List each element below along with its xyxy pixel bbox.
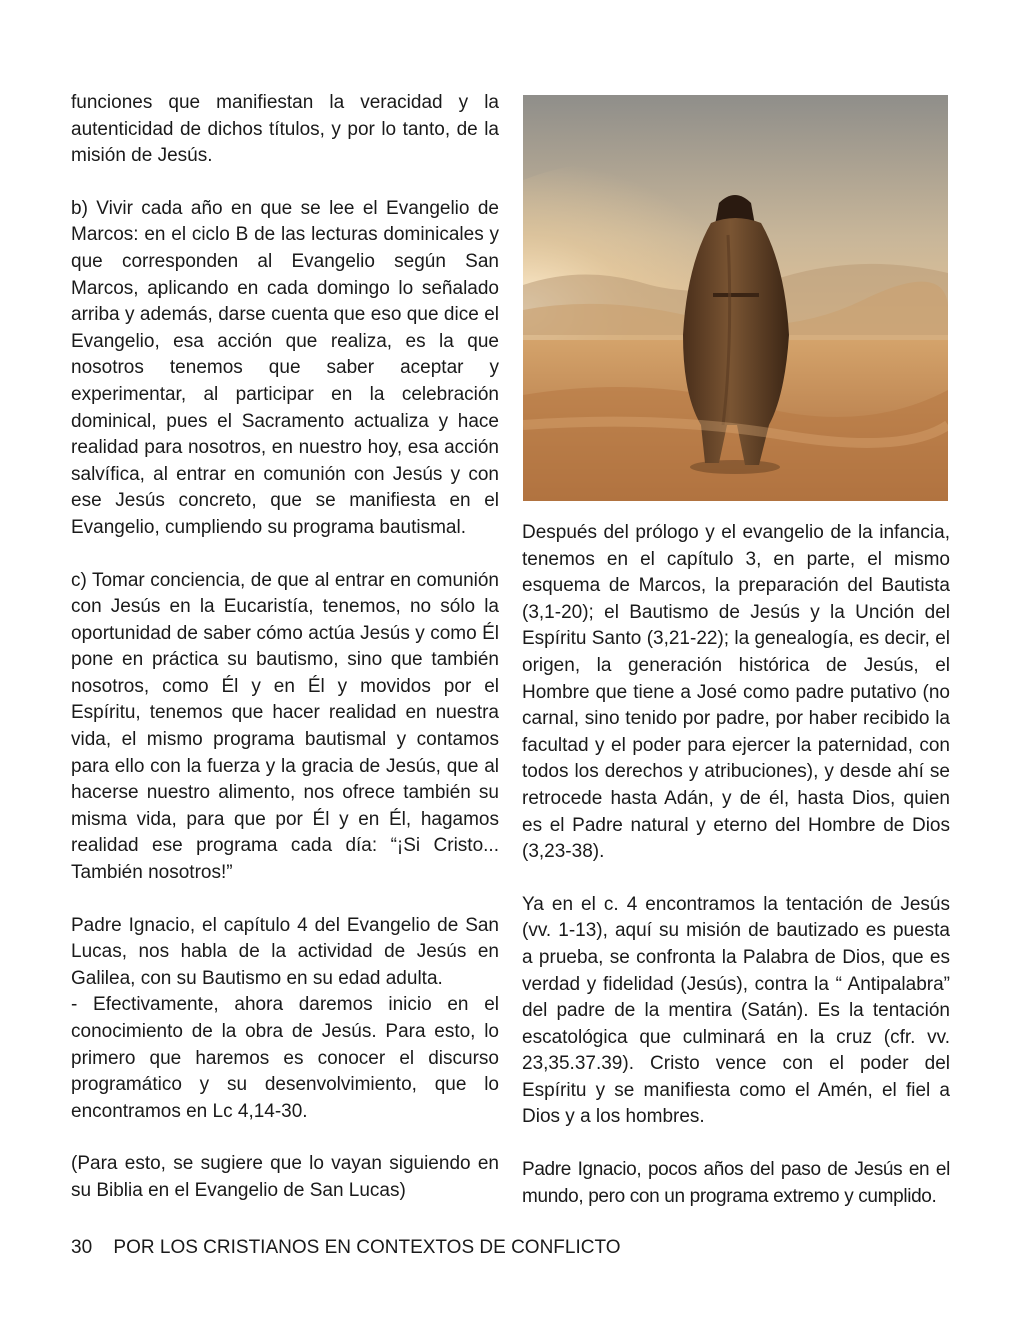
desert-figure-image	[523, 95, 948, 501]
paragraph-tentacion: Ya en el c. 4 encontramos la tentación de Jesús (vv. 1-13), aquí su misión de bautizado es puesta a prueba, se confronta la Palabra de Dios, que es verdad y fidelidad (Jesús), contra la “ Antipalabra” del padre de la mentira (Satán). Es la tentación escatológica que culminará en la cruz (cfr. vv. 23,35.37.39). Cristo vence con el poder del Espíritu y se manifiesta como el Amén, el fiel a Dios y a los hombres.	[522, 893, 950, 1128]
paragraph-efectivamente: - Efectivamente, ahora daremos inicio en el conocimiento de la obra de Jesús. Para esto, lo primero que haremos es conocer el discurso programático y su desenvolvimiento, que lo encontramos en Lc 4,14-30.	[71, 994, 499, 1122]
page-footer	[71, 1237, 637, 1259]
paragraph-closing: Padre Ignacio, pocos años del paso de Jesús en el mundo, pero con un programa extremo y cumplido.	[522, 1159, 950, 1207]
paragraph-padre-ignacio: Padre Ignacio, el capítulo 4 del Evangelio de San Lucas, nos habla de la actividad de Jesús en Galilea, con su Bautismo en su edad adulta.	[71, 914, 499, 989]
publication-title: POR LOS CRISTIANOS EN CONTEXTOS DE CONFLICTO	[113, 1237, 621, 1258]
paragraph-intro: funciones que manifiestan la veracidad y la autenticidad de dichos títulos, y por lo tanto, de la misión de Jesús.	[71, 92, 499, 167]
left-column	[71, 90, 499, 1205]
paragraph-b: b) Vivir cada año en que se lee el Evangelio de Marcos: en el ciclo B de las lecturas dominicales y que corresponden al Evangelio según San Marcos, aplicando en cada domingo lo señalado arriba y además, darse cuenta que eso que dice el Evangelio, esa acción que realiza, es la que nosotros tenemos que saber aceptar y experimentar, al participar en la celebración dominical, pues el Sacramento actualiza y hace realidad para nosotros, en nuestro hoy, esa acción salvífica, al entrar en comunión con Jesús y con ese Jesús concreto, que se manifiesta en el Evangelio, cumpliendo su programa bautismal.	[71, 197, 499, 538]
page-number: 30	[71, 1237, 93, 1258]
paragraph-note: (Para esto, se sugiere que lo vayan siguiendo en su Biblia en el Evangelio de San Lucas)	[71, 1153, 499, 1201]
right-column	[522, 520, 950, 1210]
paragraph-c: c) Tomar conciencia, de que al entrar en comunión con Jesús en la Eucaristía, tenemos, no sólo la oportunidad de saber cómo actúa Jesús y como Él pone en práctica su bautismo, sino que también nosotros, como Él y en Él y movidos por el Espíritu, tenemos que hacer realidad en nuestra vida, el mismo programa bautismal y contamos para ello con la fuerza y la gracia de Jesús, que al hacerse nuestro alimento, nos ofrece también su misma vida, para que por Él y en Él, hagamos realidad ese programa cada día: “¡Si Cristo... También nosotros!”	[71, 569, 499, 884]
paragraph-prologo: Después del prólogo y el evangelio de la infancia, tenemos en el capítulo 3, en parte, el mismo esquema de Marcos, la preparación del Bautista (3,1-20); el Bautismo de Jesús y la Unción del Espíritu Santo (3,21-22); la genealogía, es decir, el origen, la generación histórica de Jesús, el Hombre que tiene a José como padre putativo (no carnal, sino tenido por padre, por haber recibido la facultad y el poder para ejercer la paternidad, con todos los derechos y atribuciones), y desde ahí se retrocede hasta Adán, y de él, hasta Dios, quien es el Padre natural y eterno del Hombre de Dios (3,23-38).	[522, 522, 950, 863]
